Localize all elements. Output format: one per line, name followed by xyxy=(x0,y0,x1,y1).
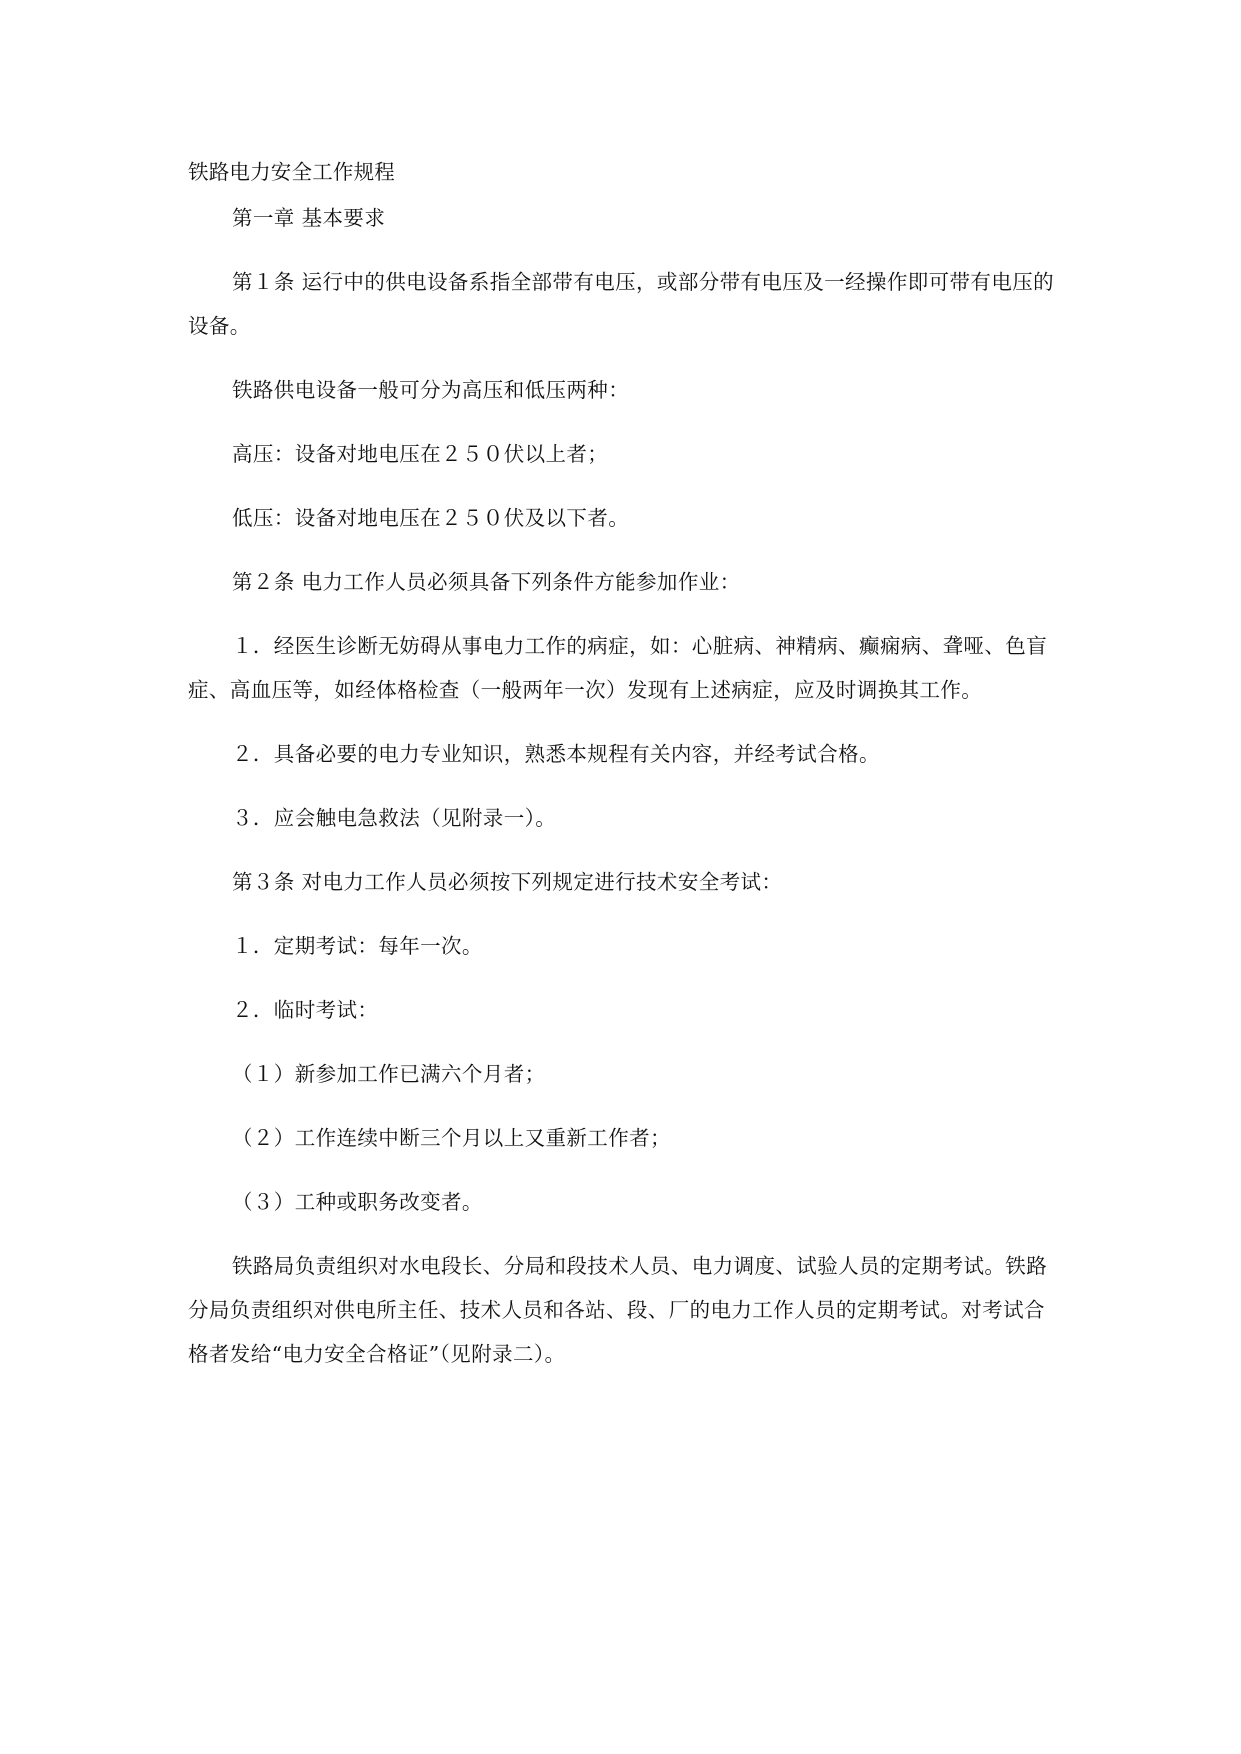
paragraph-subitem-3: （３）工种或职务改变者。 xyxy=(232,1190,483,1214)
paragraph-subitem-2: （２）工作连续中断三个月以上又重新工作者； xyxy=(232,1126,671,1150)
paragraph-item-2-2: ２．具备必要的电力专业知识，熟悉本规程有关内容，并经考试合格。 xyxy=(232,742,880,766)
paragraph-equipment-types: 铁路供电设备一般可分为高压和低压两种： xyxy=(232,378,630,402)
paragraph-article-2: 第２条 电力工作人员必须具备下列条件方能参加作业： xyxy=(232,570,741,594)
paragraph-item-3-1: １．定期考试：每年一次。 xyxy=(232,934,483,958)
paragraph-article-1: 第１条 运行中的供电设备系指全部带有电压，或部分带有电压及一经操作即可带有电压的设备。 xyxy=(188,270,1055,338)
paragraph-subitem-1: （１）新参加工作已满六个月者； xyxy=(232,1062,546,1086)
document-title: 铁路电力安全工作规程 xyxy=(188,160,395,184)
paragraph-high-voltage: 高压：设备对地电压在２５０伏以上者； xyxy=(232,442,609,466)
paragraph-article-3: 第３条 对电力工作人员必须按下列规定进行技术安全考试： xyxy=(232,870,783,894)
chapter-heading: 第一章 基本要求 xyxy=(232,206,386,230)
paragraph-item-3-2: ２．临时考试： xyxy=(232,998,379,1022)
paragraph-low-voltage: 低压：设备对地电压在２５０伏及以下者。 xyxy=(232,506,630,530)
paragraph-exam-organization: 铁路局负责组织对水电段长、分局和段技术人员、电力调度、试验人员的定期考试。铁路分局负责组织对供电所主任、技术人员和各站、段、厂的电力工作人员的定期考试。对考试合格者发给“电力安全合格证”（见附录二）。 xyxy=(188,1254,1048,1366)
paragraph-item-2-3: ３．应会触电急救法（见附录一）。 xyxy=(232,806,557,830)
paragraph-item-2-1: １．经医生诊断无妨碍从事电力工作的病症，如：心脏病、神精病、癫痫病、聋哑、色盲症、高血压等，如经体格检查（一般两年一次）发现有上述病症，应及时调换其工作。 xyxy=(188,634,1048,702)
